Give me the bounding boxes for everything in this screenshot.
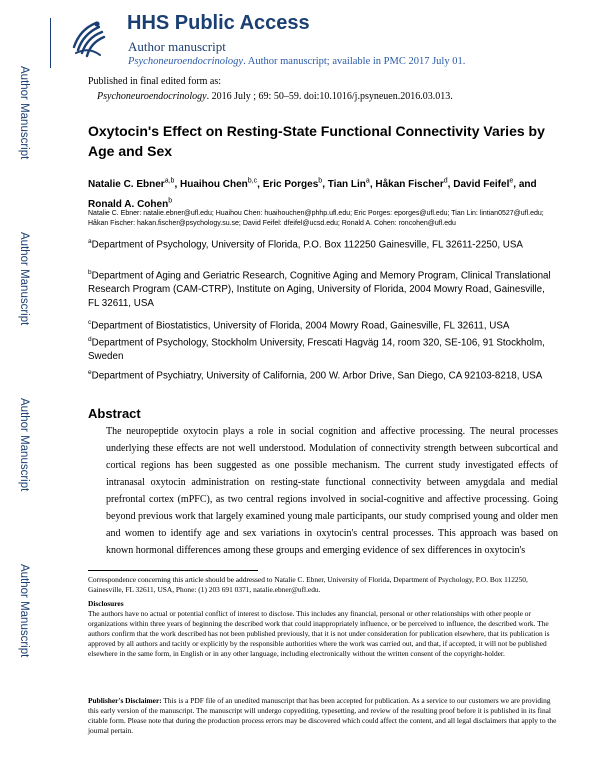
footnote-divider [88, 570, 258, 571]
author-sep: , [369, 179, 376, 191]
publisher-body: This is a PDF file of an unedited manuscript that has been accepted for publication. As a service to our customers we are providing this early version of the manuscript. The manuscript will undergo copyediting, typesetting, and review of the resulting proof before it is published in its final citable form. Please note that during the production process errors may be discovered which could affect the content, and all legal disclaimers that apply to the journal pertain. [88, 696, 557, 735]
abstract-heading: Abstract [88, 406, 141, 421]
author [180, 179, 263, 190]
author-affil: d [443, 178, 448, 185]
affiliation-text: Department of Psychiatry, University of California, 200 W. Arbor Drive, San Diego, CA 92103-8218, USA [91, 370, 543, 382]
author-name: David Feifel [453, 179, 510, 191]
affiliation-marker: e [88, 369, 92, 376]
author-name: Eric Porges [262, 179, 319, 191]
affiliation [88, 333, 558, 364]
affiliation-marker: b [88, 269, 92, 276]
sidebar-label: Author Manuscript [18, 232, 30, 326]
author [375, 179, 453, 190]
author-list [88, 174, 558, 213]
author-affil: a,b [164, 178, 175, 185]
affiliation [88, 366, 558, 383]
disclosures-body: The authors have no actual or potential conflict of interest to disclose. This includes any financial, personal or other relationships with other people or organizations within three years of beginning the described work that could inappropriately influence, or be perceived to influence, the described work. The authors confirm that the work described has not been published previously, that it is not under consideration for publication elsewhere, that its publication is approved by all authors and tacitly or explicitly by the responsible authorities where the work was carried out, and that, if accepted, it will not be published elsewhere in the same form, in English or in any other language, including electronically without the written consent of the copyright-holder. [88, 609, 550, 658]
affiliation [88, 266, 558, 311]
affiliation-text: Department of Psychology, University of Florida, P.O. Box 112250 Gainesville, FL 32611-2250, USA [91, 239, 523, 251]
author-sep: , [257, 179, 263, 191]
citation-details: . 2016 July ; 69: 50–59. doi:10.1016/j.psyneuen.2016.03.013. [206, 91, 453, 102]
affiliation-marker: a [88, 238, 92, 245]
journal-name[interactable]: Psychoneuroendocrinology [128, 56, 244, 67]
author-sep: , [447, 179, 454, 191]
author-affil: a [365, 178, 370, 185]
sidebar-label: Author Manuscript [18, 398, 30, 492]
citation-line [97, 91, 453, 102]
author-sep: , [322, 179, 328, 191]
author-affil: b [318, 178, 323, 185]
citation-journal: Psychoneuroendocrinology [97, 91, 207, 102]
author-name: Ronald A. Cohen [88, 198, 169, 210]
author [88, 179, 180, 190]
affiliation-text: Department of Aging and Geriatric Research, Cognitive Aging and Memory Program, Clinical Translational Research Program (CAM-CTRP), Institute on Aging, University of Florida, 2004 Mowry Road, Gainesville, FL 32611, USA [88, 270, 551, 310]
affiliation-marker: d [88, 336, 92, 343]
article-title: Oxytocin's Effect on Resting-State Functional Connectivity Varies by Age and Sex [88, 123, 545, 159]
sidebar-label: Author Manuscript [18, 66, 30, 160]
manuscript-label: Author manuscript [128, 39, 226, 54]
abstract-body: The neuropeptide oxytocin plays a role in social cognition and affective processing. The neural processes underlying these effects are not well understood. Modulation of connectivity strength between subcortical and cortical regions has been suggested as one possible mechanism. The current study investigated effects of intranasal oxytocin administration on resting-state functional connectivity between amygdala and medial prefrontal cortex (mPFC), as two central regions involved in social-cognitive and affective processing. Going beyond previous work that largely examined young male participants, our study comprised young and older men and women to identify age and sex variations in oxytocin's central processes. This approach was based on known hormonal differences among these groups and emerging evidence of sex differences in oxytocin's [106, 426, 558, 556]
availability-line [128, 56, 465, 67]
author-affil: b,c [247, 178, 258, 185]
affiliation-text: Department of Psychology, Stockholm University, Frescati Hagväg 14, room 320, SE-106, 91 Stockholm, Sweden [88, 337, 545, 363]
author [263, 179, 328, 190]
disclosures-note [88, 599, 558, 659]
author-joiner: and [518, 179, 537, 191]
header-divider [50, 18, 51, 68]
correspondence-note: Correspondence concerning this article should be addressed to Natalie C. Ebner, University of Florida, Department of Psychology, P.O. Box 112250, Gainesville, FL 32611, USA, Phone: (1) 203 691 0371, natalie.ebner@ufl.edu. [88, 575, 528, 594]
sidebar [0, 0, 50, 776]
author-name: Huaihou Chen [180, 179, 248, 191]
author-name: Natalie C. Ebner [88, 179, 165, 191]
author-affil: e [509, 178, 514, 185]
author-name: Håkan Fischer [375, 179, 444, 191]
publisher-heading: Publisher's Disclaimer: [88, 696, 162, 705]
author-affil: b [168, 197, 173, 205]
author [328, 179, 376, 190]
disclosures-heading: Disclosures [88, 599, 124, 608]
publisher-disclaimer [88, 696, 558, 736]
affiliation-marker: c [88, 319, 92, 326]
author-emails: Natalie C. Ebner: natalie.ebner@ufl.edu; Huaihou Chen: huaihouchen@phhp.ufl.edu; Eric Porges: eporges@ufl.edu; Tian Lin: lintian0527@ufl.edu; Håkan Fischer: hakan.fischer@psychology.su.se; David Feifel: dfeifel@ucsd.edu; Ronald A. Cohen: roncohen@ufl.edu [88, 210, 544, 227]
author-sep: , [513, 179, 519, 191]
author-sep: , [174, 179, 180, 191]
affiliation [88, 316, 558, 333]
affiliation-text: Department of Biostatistics, University of Florida, 2004 Mowry Road, Gainesville, FL 32611, USA [91, 320, 510, 332]
hhs-eagle-logo-icon [66, 17, 110, 61]
author [453, 179, 519, 190]
hhs-title: HHS Public Access [127, 12, 310, 34]
availability-text: . Author manuscript; available in PMC 2017 July 01. [243, 56, 466, 67]
affiliation [88, 235, 558, 252]
sidebar-label: Author Manuscript [18, 564, 30, 658]
author-name: Tian Lin [327, 179, 366, 191]
published-intro: Published in final edited form as: [88, 76, 222, 87]
